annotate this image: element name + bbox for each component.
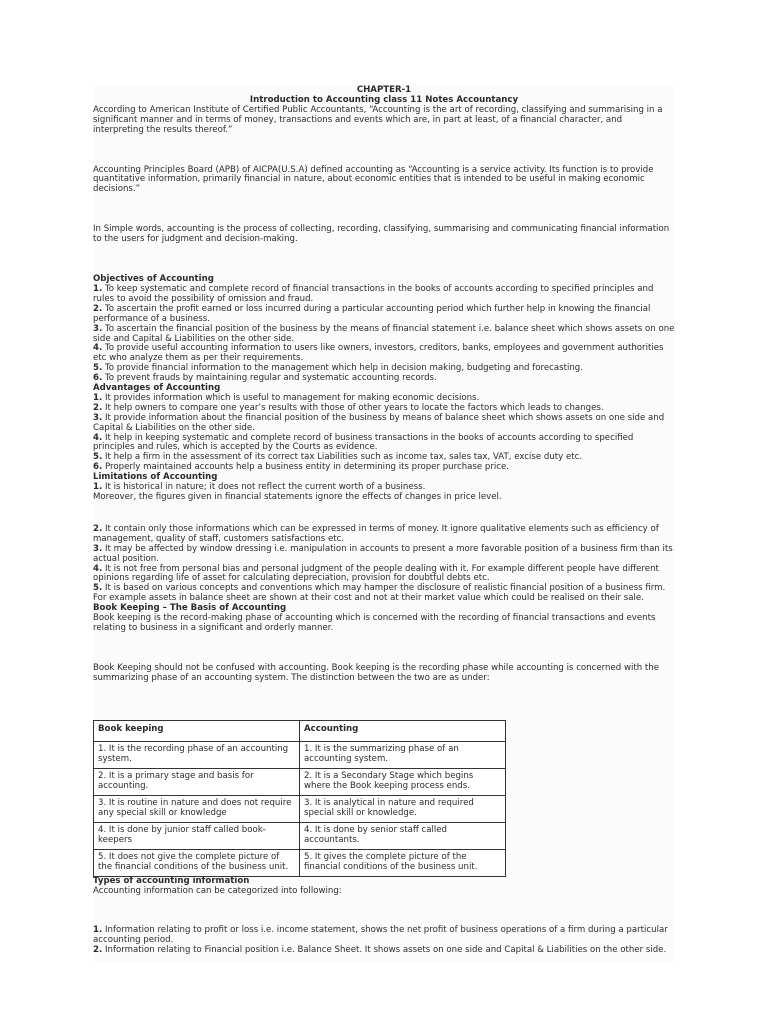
objective-item: 1. To keep systematic and complete record of financial transactions in the books of accounts according to specified principles and rules to avoid the possibility of omission and fraud. (93, 283, 654, 304)
table-cell: 3. It is analytical in nature and required special skill or knowledge. (300, 795, 506, 822)
table-row (94, 822, 506, 849)
table-cell: 1. It is the summarizing phase of an accounting system. (300, 741, 506, 768)
table-cell: 2. It is a primary stage and basis for accounting. (94, 768, 300, 795)
intro-paragraph-simple: In Simple words, accounting is the process of collecting, recording, classifying, summarising and communicating financial information to the users for judgment and decision-making. (93, 224, 670, 245)
table-row (94, 741, 506, 768)
table-header-cell: Book keeping (94, 720, 300, 741)
table-header-row (94, 720, 506, 741)
table-row (94, 768, 506, 795)
table-row (94, 849, 506, 876)
advantage-item: 1. It provides information which is useful to management for making economic decisions. (93, 392, 480, 403)
types-heading: Types of accounting information (93, 875, 250, 886)
advantage-item: 6. Properly maintained accounts help a business entity in determining its proper purchase price. (93, 462, 510, 473)
table-cell: 5. It gives the complete picture of the financial conditions of the business unit. (300, 849, 506, 876)
chapter-label: CHAPTER-1 (356, 85, 412, 95)
limitation-note: Moreover, the figures given in financial statements ignore the effects of changes in price level. (93, 492, 502, 502)
limitations-heading: Limitations of Accounting (93, 472, 218, 483)
types-item: 1. Information relating to profit or loss i.e. income statement, shows the net profit of business operations of a firm during a particular accounting period. (93, 925, 668, 946)
advantage-item: 4. It help in keeping systematic and complete record of business transactions in the books of accounts according to specified principles and rules, which is accepted by the Courts as evidence. (93, 432, 634, 453)
advantage-item: 2. It help owners to compare one year’s results with those of other years to locate the factors which leads to changes. (93, 402, 604, 413)
document-body (93, 86, 675, 962)
bookkeeping-vs-accounting-table (93, 720, 506, 877)
limitation-item: 3. It may be affected by window dressing i.e. manipulation in accounts to present a more favorable position of a business firm than its actual position. (93, 543, 673, 564)
types-intro: Accounting information can be categorized into following: (93, 885, 342, 896)
table-cell: 4. It is done by junior staff called book-keepers (94, 822, 300, 849)
objective-item: 3. To ascertain the financial position of the business by the means of financial statement i.e. balance sheet which shows assets on one side and Capital & Liabilities on the other side. (93, 323, 675, 344)
limitation-item: 4. It is not free from personal bias and personal judgment of the people dealing with it. For example different people have different opinions regarding life of asset for calculating depreciation, provision for doubtful debts etc. (93, 563, 659, 584)
table-cell: 1. It is the recording phase of an accounting system. (94, 741, 300, 768)
intro-paragraph-apb: Accounting Principles Board (APB) of AICPA(U.S.A) defined accounting as “Accounting is a service activity. Its function is to provide quantitative information, primarily financial in nature, about economic entities that is intended to be useful in making economic decisions.” (93, 164, 654, 195)
bookkeeping-paragraph: Book keeping is the record-making phase of accounting which is concerned with the recording of financial transactions and events relating to business in a significant and orderly manner. (93, 613, 656, 633)
limitation-item: 5. It is based on various concepts and conventions which may hamper the disclosure of realistic financial position of a business firm. For example assets in balance sheet are shown at their cost and not at their market value which could be realised on their sale. (93, 583, 666, 604)
table-cell: 2. It is a Secondary Stage which begins where the Book keeping process ends. (300, 768, 506, 795)
table-row (94, 795, 506, 822)
objective-item: 4. To provide useful accounting information to users like owners, investors, creditors, banks, employees and government authorities etc who analyze them as per their requirements. (93, 343, 664, 364)
types-item: 2. Information relating to Financial position i.e. Balance Sheet. It shows assets on one side and Capital & Liabilities on the other side. (93, 945, 667, 956)
advantage-item: 3. It provide information about the financial position of the business by means of balance sheet which shows assets on one side and Capital & Liabilities on the other side. (93, 412, 665, 433)
table-header-cell: Accounting (300, 720, 506, 741)
limitation-item: 1. It is historical in nature; it does not reflect the current worth of a business. (93, 482, 426, 493)
bookkeeping-distinction-paragraph: Book Keeping should not be confused with accounting. Book keeping is the recording phase while accounting is concerned with the summarizing phase of an accounting system. The distinction between the two are as under: (93, 662, 660, 683)
objective-item: 6. To prevent frauds by maintaining regular and systematic accounting records. (93, 373, 437, 384)
objective-item: 2. To ascertain the profit earned or loss incurred during a particular accounting period which further help in knowing the financial performance of a business. (93, 303, 651, 324)
advantage-item: 5. It help a firm in the assessment of its correct tax Liabilities such as income tax, sales tax, VAT, excise duty etc. (93, 452, 583, 463)
intro-paragraph-aicpa: According to American Institute of Certified Public Accountants, “Accounting is the art of recording, classifying and summarising in a significant manner and in terms of money, transactions and events which are, in part at least, of a financial character, and interpreting the results thereof.” (93, 104, 663, 135)
objective-item: 5. To provide financial information to the management which help in decision making, budgeting and forecasting. (93, 363, 583, 374)
document-title: Introduction to Accounting class 11 Notes Accountancy (249, 94, 519, 105)
table-cell: 5. It does not give the complete picture of the financial conditions of the business unit. (94, 849, 300, 876)
objectives-heading: Objectives of Accounting (93, 274, 214, 285)
table-cell: 3. It is routine in nature and does not require any special skill or knowledge (94, 795, 300, 822)
bookkeeping-heading: Book Keeping – The Basis of Accounting (93, 603, 287, 614)
advantages-heading: Advantages of Accounting (93, 383, 221, 394)
table-cell: 4. It is done by senior staff called accountants. (300, 822, 506, 849)
limitation-item: 2. It contain only those informations which can be expressed in terms of money. It ignore qualitative elements such as efficiency of management, quality of staff, customers satisfactions etc. (93, 523, 659, 544)
